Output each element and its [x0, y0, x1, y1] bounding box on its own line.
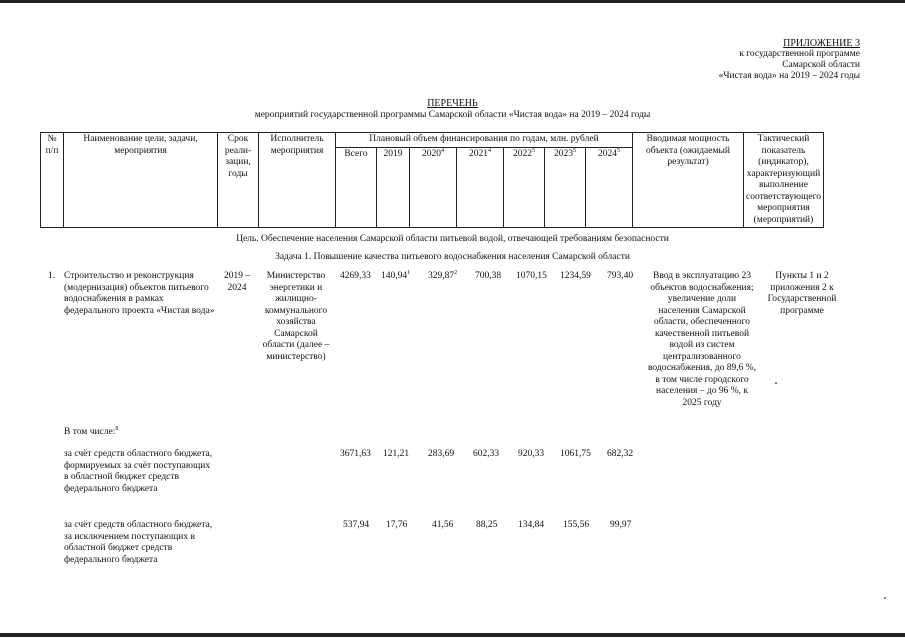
task-line: Задача 1. Повышение качества питьевого водоснабжения населения Самарской области	[275, 252, 630, 262]
scan-speck	[775, 382, 777, 384]
sub1-2020: 283,69	[428, 449, 455, 459]
sub1-2022: 920,33	[518, 449, 545, 459]
header-year-2020: 2020$^4$	[410, 147, 457, 227]
appendix-heading: ПРИЛОЖЕНИЕ 3	[783, 38, 860, 49]
row1-total: 4269,33	[340, 271, 371, 281]
appendix-line-2: Самарской области	[782, 60, 860, 70]
header-year-2024: 2024$^5$	[586, 147, 633, 227]
sub2-total: 537,94	[343, 520, 370, 530]
row1-2020: 329,87$^2$	[428, 269, 458, 281]
row1-2024: 793,40	[607, 271, 634, 281]
row1-term: 2019 – 2024	[223, 271, 251, 293]
sub2-name: за счёт средств областного бюджета, за исключением поступающих в областной бюджет средств федерального бюджета	[64, 520, 213, 565]
row1-capacity: Ввод в эксплуатацию 23 объектов водоснабжения; увеличение доли населения Самарской области, обеспеченного качественной питьевой водой из систем централизованного водоснабжения, до 89,6 %, в том числе городского населения – до 96 %, к 2025 году	[647, 271, 757, 408]
row1-num: 1.	[48, 271, 56, 281]
sub1-2024: 682,32	[607, 449, 634, 459]
header-indicator: Тактический показатель (индикатор), характеризующий выполнение соответствующего мероприятия (мероприятий)	[744, 133, 824, 228]
header-executor: Исполнитель мероприятия	[259, 133, 336, 228]
sub2-2021: 88,25	[476, 520, 498, 530]
sub1-2023: 1061,75	[560, 449, 591, 459]
appendix-line-3: «Чистая вода» на 2019 – 2024 годы	[718, 71, 860, 81]
appendix-line-1: к государственной программе	[739, 49, 860, 59]
row1-2021: 700,38	[475, 271, 502, 281]
header-year-2021: 2021$^4$	[457, 147, 504, 227]
row1-2023: 1234,59	[560, 271, 591, 281]
sub2-2023: 155,56	[563, 520, 590, 530]
header-year-2019: 2019	[377, 147, 410, 227]
including-label: В том числе:$^8$	[64, 425, 119, 437]
row1-name: Строительство и реконструкция (модернизация) объектов питьевого водоснабжения в рамках федерального проекта «Чистая вода»	[64, 271, 215, 316]
row1-indicator: Пункты 1 и 2 приложения 2 к Государственной программе	[767, 271, 837, 316]
appendix-block	[600, 38, 860, 82]
sub2-2024: 99,97	[610, 520, 632, 530]
goal-line: Цель. Обеспечение населения Самарской области питьевой водой, отвечающей требованиям безопасности	[236, 234, 669, 244]
sub2-2022: 134,84	[518, 520, 545, 530]
sub2-2019: 17,76	[386, 520, 408, 530]
bottom-scan-border	[0, 633, 905, 637]
row1-2022: 1070,15	[516, 271, 547, 281]
sub1-2021: 602,33	[473, 449, 500, 459]
header-table	[40, 132, 824, 228]
header-capacity: Вводимая мощность объекта (ожидаемый результат)	[633, 133, 744, 228]
header-num: № п/п	[41, 133, 64, 228]
header-total: Всего	[336, 147, 377, 227]
scan-speck	[884, 597, 886, 599]
header-funding: Плановый объем финансирования по годам, млн. рублей	[336, 133, 633, 148]
document-title: ПЕРЕЧЕНЬ	[427, 98, 478, 109]
row1-2019: 140,94$^1$	[381, 269, 411, 281]
sub1-total: 3671,63	[340, 449, 371, 459]
sub2-2020: 41,56	[432, 520, 454, 530]
header-year-2022: 2022$^5$	[504, 147, 545, 227]
header-name: Наименование цели, задачи, мероприятия	[64, 133, 218, 228]
header-term: Срок реали-зации, годы	[218, 133, 259, 228]
sub1-name: за счёт средств областного бюджета, формируемых за счёт поступающих в областной бюджет средств федерального бюджета	[64, 449, 213, 494]
sub1-2019: 121,21	[383, 449, 410, 459]
row1-executor: Министерство энергетики и жилищно-коммунального хозяйства Самарской области (далее – министерство)	[262, 271, 330, 362]
header-year-2023: 2023$^5$	[545, 147, 586, 227]
top-scan-border	[0, 0, 905, 3]
document-subtitle: мероприятий государственной программы Самарской области «Чистая вода» на 2019 – 2024 годы	[254, 110, 651, 120]
